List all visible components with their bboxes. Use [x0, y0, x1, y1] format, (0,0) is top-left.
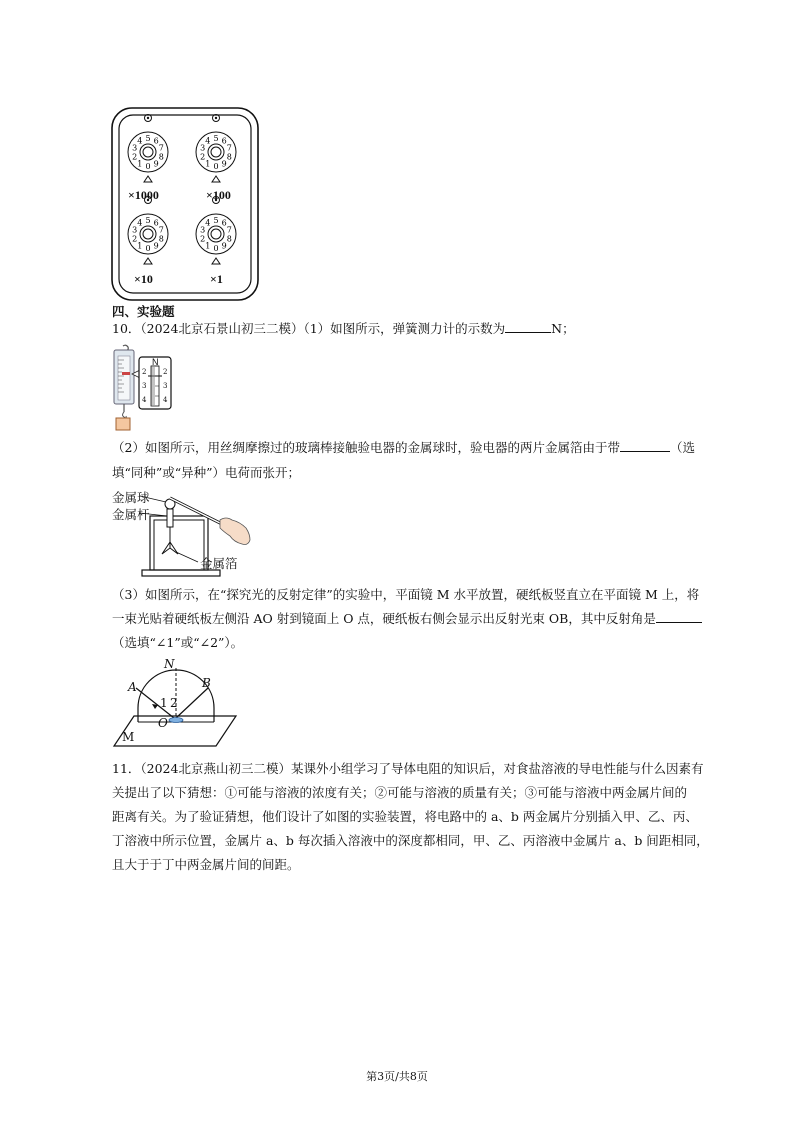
fig-label-M: M	[122, 730, 135, 744]
scale-tick-left-2: 2	[142, 368, 147, 376]
q10-answer-blank-1[interactable]	[505, 318, 551, 333]
dial-1[interactable]	[196, 115, 236, 183]
section-heading: 四、实验题	[112, 304, 175, 319]
scale-tick-left-3: 3	[142, 382, 147, 390]
dial-digit: 6	[221, 136, 227, 146]
q10-part3-line3: （选填“∠1”或“∠2”）。	[112, 635, 244, 650]
q10-answer-blank-2[interactable]	[620, 437, 670, 452]
dial-label-100: ×100	[206, 188, 231, 202]
dial-digit: 3	[200, 143, 206, 153]
dial-digit: 7	[158, 225, 164, 235]
q10-part2-text-b: （选	[669, 440, 695, 455]
dial-digit: 1	[137, 241, 143, 251]
dial-2[interactable]	[128, 197, 168, 265]
fig-label-N: N	[164, 657, 175, 671]
q10-part1-unit: N；	[551, 321, 575, 336]
dial-digit: 4	[137, 218, 143, 228]
dial-digit: 8	[226, 234, 232, 244]
dial-digit: 8	[158, 234, 164, 244]
dial-digit: 0	[145, 162, 151, 171]
dial-digit: 2	[132, 152, 138, 162]
dial-digit: 8	[226, 152, 232, 162]
page-footer: 第3页/共8页	[366, 1070, 428, 1083]
dial-digit: 0	[213, 244, 219, 253]
dial-digit: 9	[153, 241, 159, 251]
dial-digit: 6	[153, 136, 159, 146]
dial-digit: 7	[226, 225, 232, 235]
dial-digit: 0	[213, 162, 219, 171]
fig-label-A: A	[128, 680, 137, 694]
dial-digit: 4	[137, 136, 143, 146]
dial-digit: 1	[137, 159, 143, 169]
dial-digit: 1	[205, 241, 211, 251]
dial-digit: 5	[145, 134, 151, 143]
dial-digit: 0	[145, 244, 151, 253]
dial-label-1: ×1	[210, 272, 223, 286]
label-metal-rod: 金属杆	[112, 507, 150, 522]
dial-digit: 2	[200, 152, 206, 162]
scale-tick-right-2: 2	[163, 368, 168, 376]
dial-digit: 3	[200, 225, 206, 235]
pointer-triangle-icon	[144, 176, 152, 182]
dial-3[interactable]	[196, 197, 236, 265]
dial-digit: 6	[221, 218, 227, 228]
q10-answer-blank-3[interactable]	[656, 608, 702, 623]
dial-digit: 9	[221, 241, 227, 251]
dial-digit: 3	[132, 143, 138, 153]
scale-tick-right-3: 3	[163, 382, 168, 390]
dial-digit: 5	[145, 216, 151, 225]
fig-label-angle1: 1	[160, 696, 168, 710]
dial-digit: 3	[132, 225, 138, 235]
dial-digit: 9	[153, 159, 159, 169]
dial-digit: 2	[132, 234, 138, 244]
q11-line2: 关提出了以下猜想：①可能与溶液的浓度有关；②可能与溶液的质量有关；③可能与溶液中两金属片间的	[112, 785, 688, 800]
q11-line1: 11．（2024北京燕山初三二模）某课外小组学习了导体电阻的知识后，对食盐溶液的导电性能与什么因素有	[112, 761, 704, 776]
dial-digit: 4	[205, 136, 211, 146]
dial-label-10: ×10	[134, 272, 153, 286]
dial-0[interactable]	[128, 115, 168, 183]
q10-part2-text-a: （2）如图所示，用丝绸摩擦过的玻璃棒接触验电器的金属球时，验电器的两片金属箔由于带	[112, 440, 620, 455]
dial-digit: 2	[200, 234, 206, 244]
dial-label-1000: ×1000	[128, 188, 159, 202]
label-metal-ball: 金属球	[112, 490, 150, 505]
resistance-box-figure	[110, 106, 260, 302]
dial-digit: 7	[158, 143, 164, 153]
q10-part2-line2: 填“同种”或“异种”）电荷而张开；	[112, 465, 301, 480]
q11-line5: 且大于于丁中两金属片间的间距。	[112, 857, 300, 872]
dial-digit: 6	[153, 218, 159, 228]
dial-digit: 8	[158, 152, 164, 162]
fig-label-angle2: 2	[170, 696, 178, 710]
q10-part1	[112, 318, 575, 340]
dial-digit: 5	[213, 134, 219, 143]
dial-digit: 1	[205, 159, 211, 169]
scale-tick-right-4: 4	[163, 396, 168, 404]
fig-label-B: B	[202, 676, 211, 690]
pointer-triangle-icon	[144, 258, 152, 264]
q10-part3-line1: （3）如图所示，在“探究光的反射定律”的实验中，平面镜 M 水平放置，硬纸板竖直立在平面镜 M 上，将	[112, 587, 700, 602]
q10-part3-text: 一束光贴着硬纸板左侧沿 AO 射到镜面上 O 点，硬纸板右侧会显示出反射光束 OB，其中反射角是	[112, 611, 656, 626]
scale-unit: N	[152, 357, 159, 367]
dial-digit: 4	[205, 218, 211, 228]
pointer-triangle-icon	[212, 176, 220, 182]
fig-label-O: O	[158, 716, 168, 730]
label-metal-foil: 金属箔	[200, 556, 238, 571]
dial-digit: 5	[213, 216, 219, 225]
pointer-triangle-icon	[212, 258, 220, 264]
q11-line4: 丁溶液中所示位置，金属片 a、b 每次插入溶液中的深度都相同，甲、乙、丙溶液中金属片 a、b 间距相同，	[112, 833, 709, 848]
q10-part1-text: 10．（2024北京石景山初三二模）（1）如图所示，弹簧测力计的示数为	[112, 321, 506, 336]
q10-part3-line2	[112, 608, 702, 630]
dial-digit: 9	[221, 159, 227, 169]
dial-digit: 7	[226, 143, 232, 153]
q10-part2-line1	[112, 437, 695, 459]
scale-tick-left-4: 4	[142, 396, 147, 404]
q11-line3: 距离有关。为了验证猜想，他们设计了如图的实验装置，将电路中的 a、b 两金属片分别插入甲、乙、丙、	[112, 809, 698, 824]
